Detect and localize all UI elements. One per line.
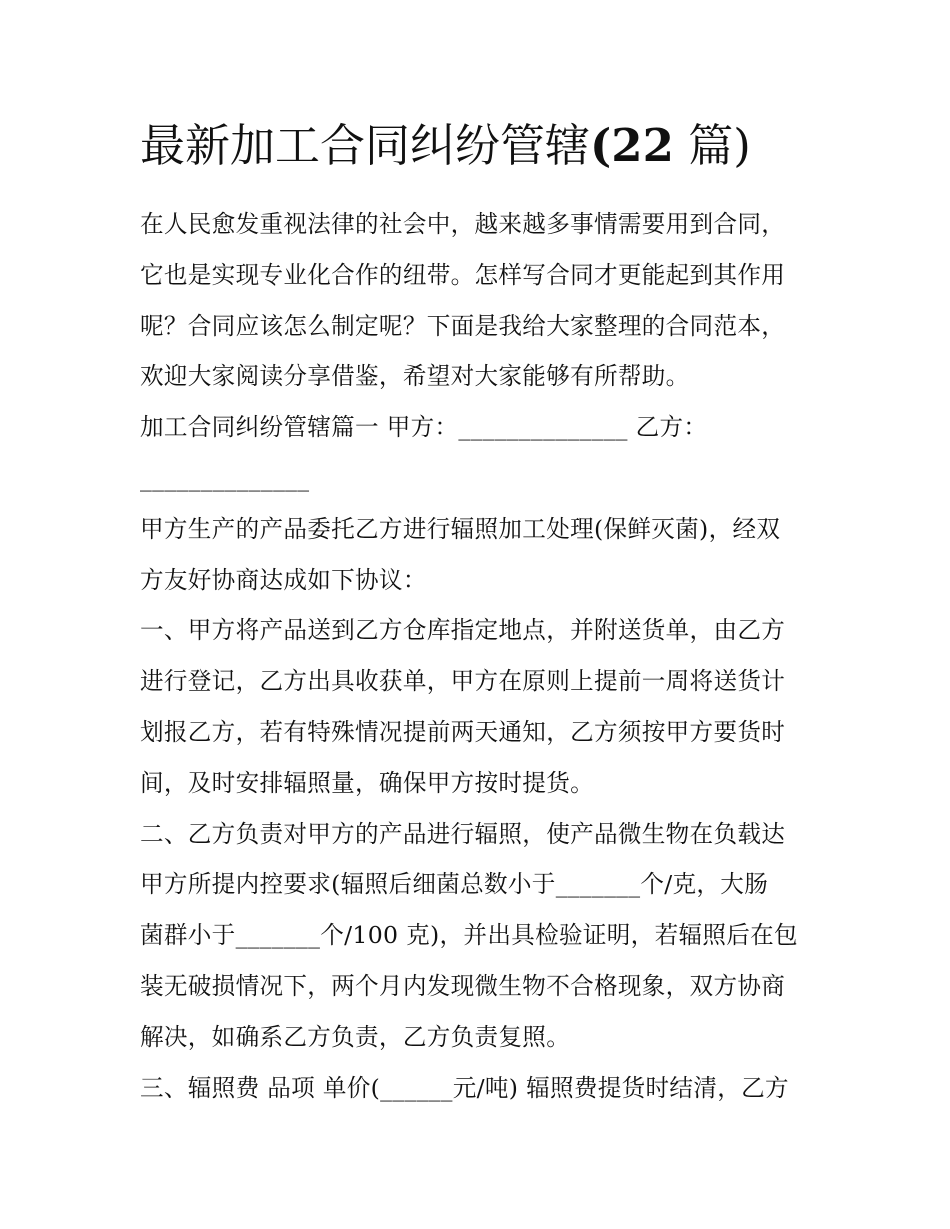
text-line: 一、甲方将产品送到乙方仓库指定地点，并附送货单，由乙方 bbox=[140, 616, 786, 645]
document-body bbox=[140, 199, 812, 1113]
text-line: 方友好协商达成如下协议： bbox=[140, 565, 427, 594]
document-title bbox=[140, 118, 820, 174]
text-line: 在人民愈发重视法律的社会中，越来越多事情需要用到合同， bbox=[140, 210, 786, 238]
text-line: 欢迎大家阅读分享借鉴，希望对大家能够有所帮助。 bbox=[140, 362, 690, 391]
parties-paragraph bbox=[140, 402, 812, 504]
text-line: 甲方所提内控要求(辐照后细菌总数小于_______个/克，大肠 bbox=[140, 870, 769, 899]
text-line: 间，及时安排辐照量，确保甲方按时提货。 bbox=[140, 768, 594, 797]
text-line: 划报乙方，若有特殊情况提前两天通知，乙方须按甲方要货时 bbox=[140, 717, 786, 746]
text-line: 甲方生产的产品委托乙方进行辐照加工处理(保鲜灭菌)，经双 bbox=[140, 514, 781, 543]
text-line: 呢？合同应该怎么制定呢？下面是我给大家整理的合同范本， bbox=[140, 311, 786, 340]
clause-two-paragraph bbox=[140, 809, 812, 1063]
title-prefix: 最新加工合同纠纷管辖 bbox=[140, 119, 591, 172]
party-b-blank-line: ______________ bbox=[140, 463, 310, 492]
preamble-paragraph bbox=[140, 504, 812, 606]
text-line: 三、辐照费 品项 单价(______元/吨) 辐照费提货时结清，乙方 bbox=[140, 1073, 789, 1102]
title-suffix: 篇) bbox=[673, 119, 751, 172]
text-line: 进行登记，乙方出具收获单，甲方在原则上提前一周将送货计 bbox=[140, 667, 786, 696]
text-line: 菌群小于_______个/100 克)，并出具检验证明，若辐照后在包 bbox=[140, 921, 798, 950]
text-line: 它也是实现专业化合作的纽带。怎样写合同才更能起到其作用 bbox=[140, 260, 786, 289]
text-line: 解决，如确系乙方负责，乙方负责复照。 bbox=[140, 1022, 571, 1051]
clause-one-paragraph bbox=[140, 605, 812, 808]
text-line: 装无破损情况下，两个月内发现微生物不合格现象，双方协商 bbox=[140, 971, 786, 1000]
clause-three-paragraph bbox=[140, 1063, 812, 1114]
text-line: 加工合同纠纷管辖篇一 甲方：______________ 乙方： bbox=[140, 413, 708, 442]
text-line: 二、乙方负责对甲方的产品进行辐照，使产品微生物在负载达 bbox=[140, 819, 786, 848]
intro-paragraph bbox=[140, 199, 812, 402]
title-count: (22 bbox=[590, 119, 674, 172]
